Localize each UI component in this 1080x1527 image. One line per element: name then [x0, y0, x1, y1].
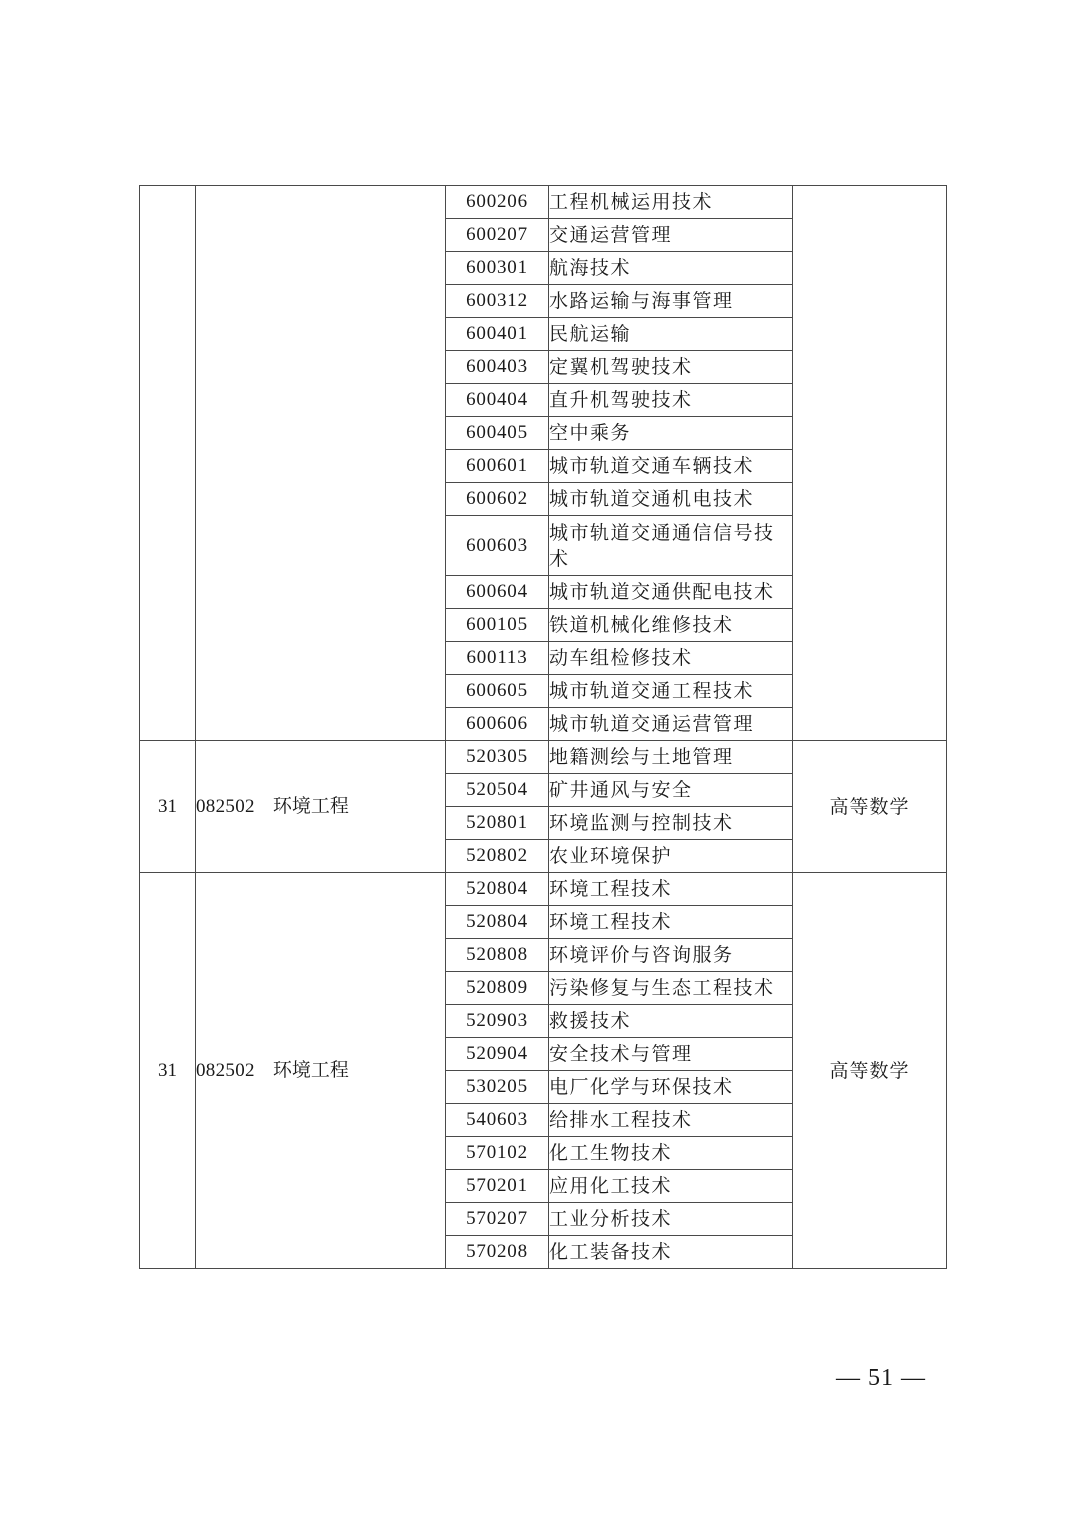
vocational-major-name: 城市轨道交通通信信号技术 — [549, 516, 793, 576]
vocational-major-code: 520804 — [446, 906, 549, 939]
vocational-major-code: 600105 — [446, 609, 549, 642]
vocational-major-name: 工程机械运用技术 — [549, 186, 793, 219]
vocational-major-name: 铁道机械化维修技术 — [549, 609, 793, 642]
vocational-major-code: 600301 — [446, 252, 549, 285]
vocational-major-code: 570207 — [446, 1203, 549, 1236]
vocational-major-code: 520809 — [446, 972, 549, 1005]
vocational-major-name: 航海技术 — [549, 252, 793, 285]
major-name: 环境工程 — [272, 1059, 349, 1081]
vocational-major-code: 600312 — [446, 285, 549, 318]
vocational-major-code: 600606 — [446, 708, 549, 741]
vocational-major-name: 污染修复与生态工程技术 — [549, 972, 793, 1005]
vocational-major-code: 520904 — [446, 1038, 549, 1071]
vocational-major-code: 570208 — [446, 1236, 549, 1269]
vocational-major-name: 动车组检修技术 — [549, 642, 793, 675]
exam-subject-cell: 高等数学 — [793, 741, 947, 873]
undergrad-major-cell — [196, 741, 446, 873]
vocational-major-name: 地籍测绘与土地管理 — [549, 741, 793, 774]
vocational-major-name: 城市轨道交通机电技术 — [549, 483, 793, 516]
vocational-major-name: 定翼机驾驶技术 — [549, 351, 793, 384]
vocational-major-code: 600601 — [446, 450, 549, 483]
exam-subject-cell — [793, 186, 947, 741]
vocational-major-name: 城市轨道交通车辆技术 — [549, 450, 793, 483]
vocational-major-code: 520903 — [446, 1005, 549, 1038]
vocational-major-code: 570201 — [446, 1170, 549, 1203]
vocational-major-name: 救援技术 — [549, 1005, 793, 1038]
vocational-major-name: 矿井通风与安全 — [549, 774, 793, 807]
vocational-major-code: 540603 — [446, 1104, 549, 1137]
serial-number-cell — [140, 186, 196, 741]
vocational-major-name: 直升机驾驶技术 — [549, 384, 793, 417]
page-number: — 51 — — [836, 1365, 926, 1391]
vocational-major-name: 城市轨道交通供配电技术 — [549, 576, 793, 609]
major-code: 082502 — [196, 796, 255, 817]
vocational-major-code: 600113 — [446, 642, 549, 675]
vocational-major-name: 民航运输 — [549, 318, 793, 351]
vocational-major-name: 环境评价与咨询服务 — [549, 939, 793, 972]
vocational-major-code: 600405 — [446, 417, 549, 450]
vocational-major-code: 520802 — [446, 840, 549, 873]
vocational-major-code: 600602 — [446, 483, 549, 516]
vocational-major-code: 600401 — [446, 318, 549, 351]
vocational-major-code: 520808 — [446, 939, 549, 972]
vocational-major-name: 城市轨道交通运营管理 — [549, 708, 793, 741]
major-mapping-table — [139, 185, 947, 1269]
exam-subject-cell: 高等数学 — [793, 873, 947, 1269]
vocational-major-code: 520504 — [446, 774, 549, 807]
vocational-major-name: 环境工程技术 — [549, 873, 793, 906]
table-row — [140, 741, 947, 774]
vocational-major-name: 交通运营管理 — [549, 219, 793, 252]
vocational-major-name: 水路运输与海事管理 — [549, 285, 793, 318]
vocational-major-code: 600206 — [446, 186, 549, 219]
vocational-major-code: 600207 — [446, 219, 549, 252]
vocational-major-name: 电厂化学与环保技术 — [549, 1071, 793, 1104]
vocational-major-name: 空中乘务 — [549, 417, 793, 450]
vocational-major-name: 城市轨道交通工程技术 — [549, 675, 793, 708]
vocational-major-name: 工业分析技术 — [549, 1203, 793, 1236]
vocational-major-code: 600604 — [446, 576, 549, 609]
vocational-major-name: 农业环境保护 — [549, 840, 793, 873]
vocational-major-code: 520804 — [446, 873, 549, 906]
serial-number-cell: 31 — [140, 741, 196, 873]
vocational-major-code: 520305 — [446, 741, 549, 774]
vocational-major-name: 环境工程技术 — [549, 906, 793, 939]
vocational-major-name: 化工装备技术 — [549, 1236, 793, 1269]
vocational-major-code: 520801 — [446, 807, 549, 840]
vocational-major-code: 600603 — [446, 516, 549, 576]
major-name: 环境工程 — [272, 795, 349, 817]
vocational-major-code: 600404 — [446, 384, 549, 417]
vocational-major-code: 600605 — [446, 675, 549, 708]
table-row — [140, 186, 947, 219]
vocational-major-name: 给排水工程技术 — [549, 1104, 793, 1137]
undergrad-major-cell — [196, 873, 446, 1269]
vocational-major-name: 环境监测与控制技术 — [549, 807, 793, 840]
vocational-major-name: 应用化工技术 — [549, 1170, 793, 1203]
vocational-major-name: 化工生物技术 — [549, 1137, 793, 1170]
vocational-major-code: 570102 — [446, 1137, 549, 1170]
table-body — [140, 186, 947, 1269]
vocational-major-name: 安全技术与管理 — [549, 1038, 793, 1071]
vocational-major-code: 530205 — [446, 1071, 549, 1104]
major-code: 082502 — [196, 1060, 255, 1081]
undergrad-major-cell — [196, 186, 446, 741]
serial-number-cell: 31 — [140, 873, 196, 1269]
table-row — [140, 873, 947, 906]
vocational-major-code: 600403 — [446, 351, 549, 384]
